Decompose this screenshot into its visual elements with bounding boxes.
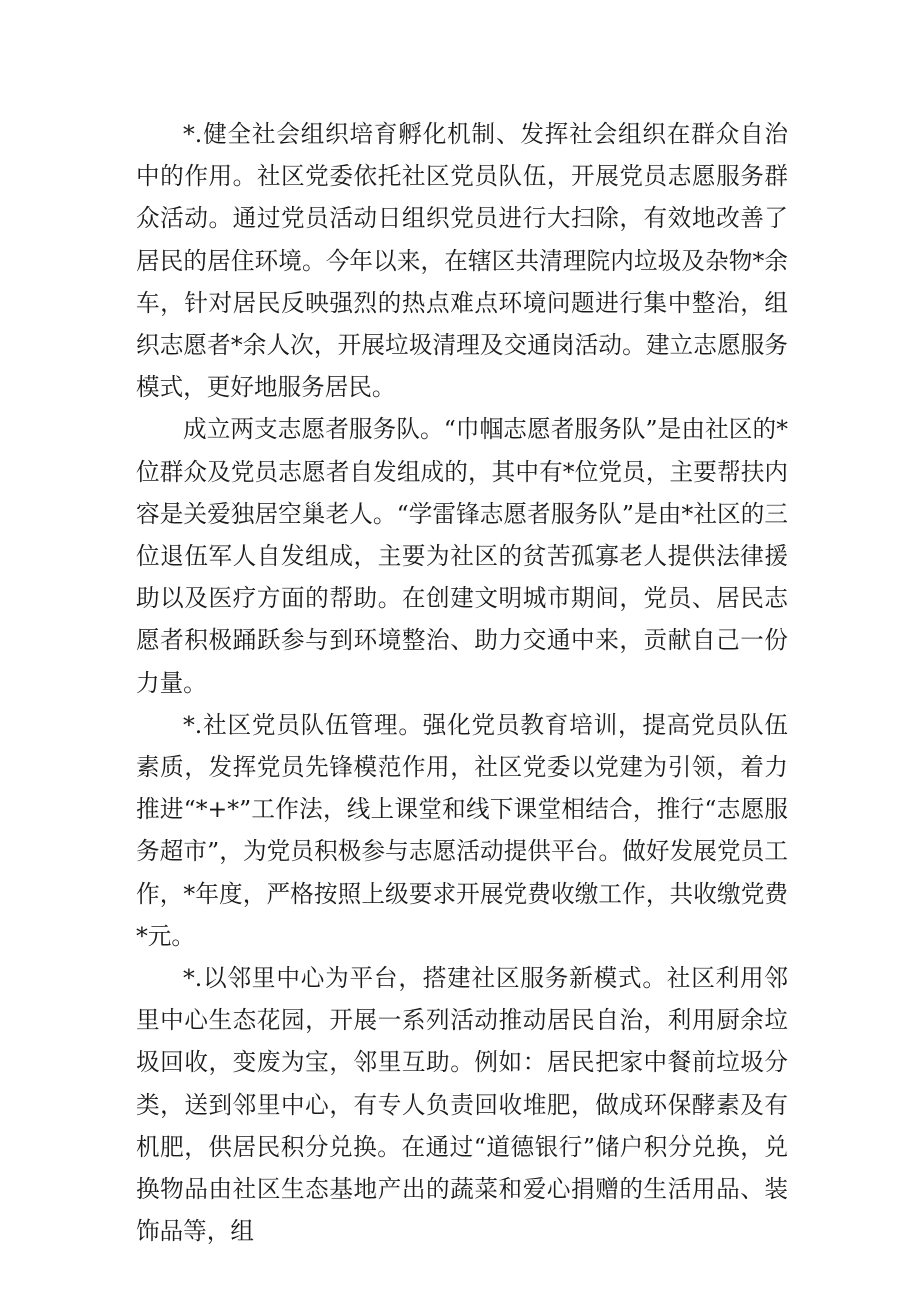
paragraph-volunteer-teams: 成立两支志愿者服务队。“巾帼志愿者服务队”是由社区的*位群众及党员志愿者自发组成的，其中有*位党员，主要帮扶内容是关爱独居空巢老人。“学雷锋志愿者服务队”是由*社区的三位退伍军人自发组成，主要为社区的贫苦孤寡老人提供法律援助以及医疗方面的帮助。在创建文明城市期间，党员、居民志愿者积极踊跃参与到环境整治、助力交通中来，贡献自己一份力量。: [136, 415, 788, 697]
document-body: [136, 113, 788, 1252]
paragraph-neighborhood-center: *.以邻里中心为平台，搭建社区服务新模式。社区利用邻里中心生态花园，开展一系列活动推动居民自治，利用厨余垃圾回收，变废为宝，邻里互助。例如：居民把家中餐前垃圾分类，送到邻里中心，有专人负责回收堆肥，做成环保酵素及有机肥，供居民积分兑换。在通过“道德银行”储户积分兑换，兑换物品由社区生态基地产出的蔬菜和爱心捐赠的生活用品、装饰品等，组: [136, 964, 788, 1246]
paragraph-social-organization: *.健全社会组织培育孵化机制、发挥社会组织在群众自治中的作用。社区党委依托社区党员队伍，开展党员志愿服务群众活动。通过党员活动日组织党员进行大扫除，有效地改善了居民的居住环境。今年以来，在辖区共清理院内垃圾及杂物*余车，针对居民反映强烈的热点难点环境问题进行集中整治，组织志愿者*余人次，开展垃圾清理及交通岗活动。建立志愿服务模式，更好地服务居民。: [136, 120, 788, 402]
paragraph-party-member-management: *.社区党员队伍管理。强化党员教育培训，提高党员队伍素质，发挥党员先锋模范作用，社区党委以党建为引领，着力推进“*+*”工作法，线上课堂和线下课堂相结合，推行“志愿服务超市”，为党员积极参与志愿活动提供平台。做好发展党员工作，*年度，严格按照上级要求开展党费收缴工作，共收缴党费*元。: [136, 710, 788, 950]
